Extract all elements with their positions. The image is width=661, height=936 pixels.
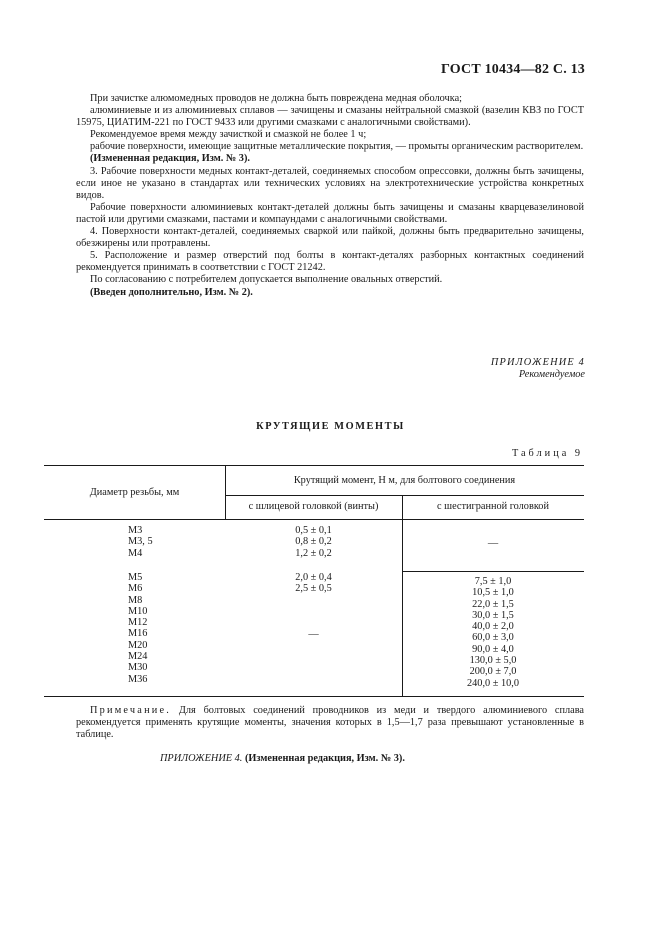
header-torque: Крутящий момент, Н м, для болтового соединения [293,475,516,486]
note-text: Для болтовых соединений проводников из меди и твердого алюминиевого сплава рекомендуется применять крутящие моменты, значения которых в 1,5—1,7 раза превышают установленные в таблице. [76,705,584,741]
table-cell-diameter: М8 [128,594,143,606]
page-header: ГОСТ 10434—82 С. 13 [441,62,585,77]
table-cell-diameter: М12 [128,617,148,629]
appendix-block [491,357,585,381]
amendment-note: (Измененная редакция, Изм. № 3). [90,153,250,165]
table-cell-slotted: 0,8 ± 0,2 [295,536,332,548]
table-cell-diameter: М10 [128,605,148,617]
table-cell-hex: 22,0 ± 1,5 [472,598,514,610]
table-header-rule [44,519,584,520]
table-cell-diameter: М30 [128,662,148,674]
table-cell-hex: 130,0 ± 5,0 [469,655,517,667]
table-cell-slotted: 2,5 ± 0,5 [295,583,332,595]
amendment-note: (Введен дополнительно, Изм. № 2). [90,286,253,298]
header-hex: с шестигранной головкой [437,501,549,512]
body-paragraph: Рабочие поверхности алюминиевых контакт-деталей должны быть зачищены и смазаны кварцевазелиновой пастой или другими смазками, пастами и компаундами с аналогичными свойствами. [76,201,584,225]
body-paragraph: Рекомендуемое время между зачисткой и смазкой не более 1 ч; [90,129,367,141]
table-cell-slotted: 2,0 ± 0,4 [295,572,332,583]
table-cell-diameter: М16 [128,628,148,640]
body-paragraph: 4. Поверхности контакт-деталей, соединяемых сваркой или пайкой, должны быть предварительно зачищены, обезжирены или протравлены. [76,226,584,250]
group2-slotted [225,572,402,595]
table-subheader-rule [225,495,584,496]
body-paragraph: По согласованию с потребителем допускается выполнение овальных отверстий. [90,274,443,286]
footer [160,753,405,764]
table-cell-diameter: М20 [128,639,148,651]
appendix-label: ПРИЛОЖЕНИЕ 4 [490,357,585,368]
group2-diameters [128,572,147,685]
table-cell-hex: 30,0 ± 1,5 [472,609,514,621]
header-slotted: с шлицевой головкой (винты) [248,501,379,512]
section-title: КРУТЯЩИЕ МОМЕНТЫ [256,421,405,432]
footer-text: (Измененная редакция, Изм. № 3). [244,753,405,764]
table-top-rule [44,465,584,466]
table-cell-diameter: М4 [128,547,143,559]
table-cell-diameter: М3, 5 [128,536,153,548]
table-cell-hex: 10,5 ± 1,0 [472,587,514,599]
group1-slotted [225,525,402,559]
body-paragraph: алюминиевые и из алюминиевых сплавов — зачищены и смазаны нейтральной смазкой (вазелин КВЗ по ГОСТ 15975, ЦИАТИМ-221 по ГОСТ 9433 или другими смазками с аналогичными свойствами). [76,105,584,129]
table-cell-diameter: М24 [128,651,148,663]
table-cell-hex: 90,0 ± 4,0 [472,643,514,655]
note-label: Примечание. [90,705,172,716]
table-cell-hex: 60,0 ± 3,0 [472,632,514,644]
body-text [76,93,584,299]
table-cell-diameter: М36 [128,673,148,685]
table-cell-slotted: 0,5 ± 0,1 [295,525,332,536]
table-cell-hex: 7,5 ± 1,0 [474,576,512,587]
body-paragraph: При зачистке алюмомедных проводов не должна быть повреждена медная оболочка; [90,93,462,104]
table-cell-diameter: М3 [128,525,143,536]
body-paragraph: 5. Расположение и размер отверстий под болты в контакт-деталях разборных контактных соединений рекомендуется принимать в соответствии с ГОСТ 21242. [76,250,584,274]
group2-slotted-dash: — [308,629,319,640]
table-note [76,705,584,741]
table-cell-hex: 200,0 ± 7,0 [469,666,517,678]
table-cell-diameter: М6 [128,583,143,595]
body-paragraph: 3. Рабочие поверхности медных контакт-деталей, соединяемых способом опрессовки, должны быть зачищены, если иное не указано в стандартах или технических условиях на электротехнические устройства конкретных видов. [76,165,584,201]
footer-label: ПРИЛОЖЕНИЕ 4. [160,753,243,764]
torque-table [44,465,584,697]
table-bottom-rule [44,696,584,697]
table-cell-hex: 240,0 ± 10,0 [467,677,519,689]
table-cell-diameter: М5 [128,572,143,583]
table-group-rule [402,571,584,572]
body-paragraph: рабочие поверхности, имеющие защитные металлические покрытия, — промыты органическим растворителем. [90,141,584,153]
group1-diameters [128,525,153,559]
header-diameter: Диаметр резьбы, мм [89,487,180,498]
group2-hex [402,576,584,689]
appendix-status: Рекомендуемое [518,369,585,380]
table-cell-hex: 40,0 ± 2,0 [472,621,514,633]
group1-hex-dash: — [487,538,499,549]
table-label: Таблица 9 [511,448,583,459]
table-cell-slotted: 1,2 ± 0,2 [295,547,332,559]
